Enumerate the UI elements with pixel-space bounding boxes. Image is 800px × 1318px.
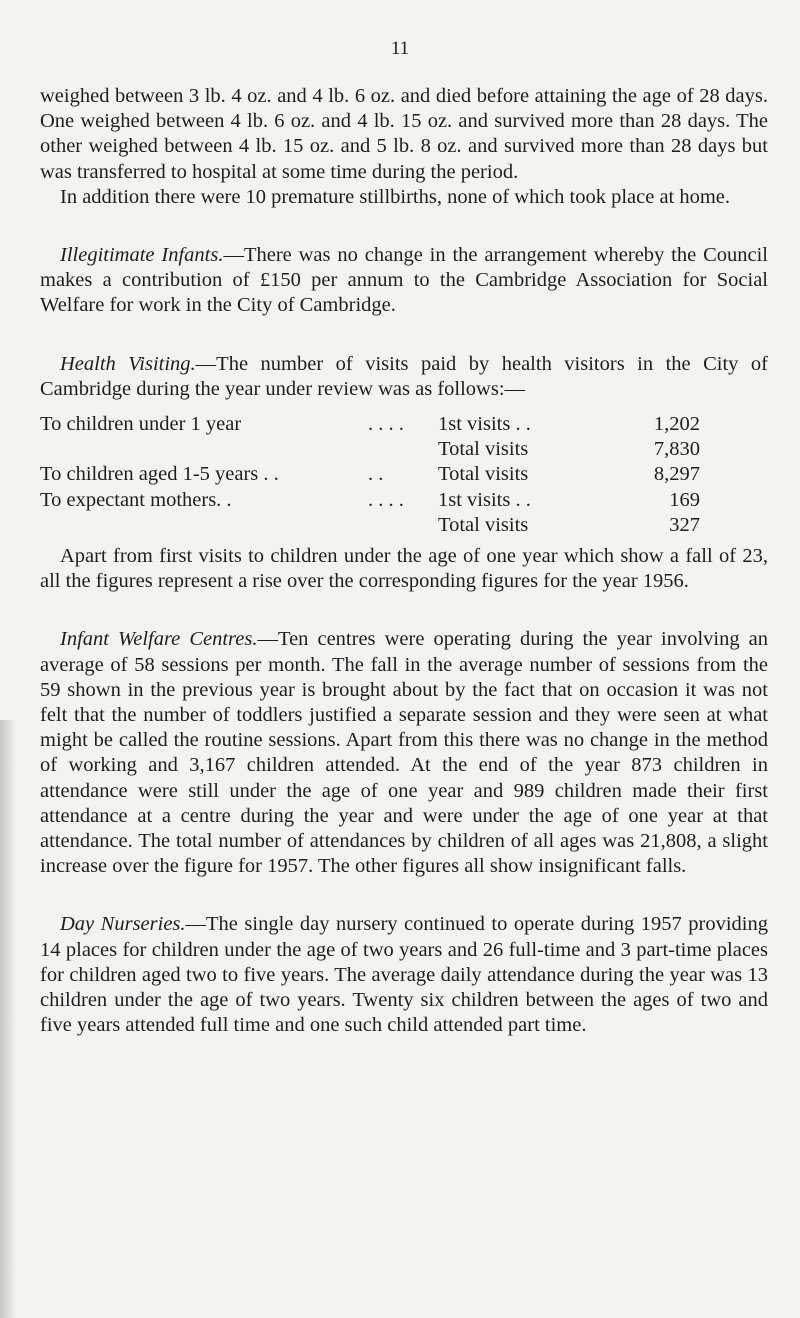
visit-kind: 1st visits . . xyxy=(438,488,531,511)
page-number: 11 xyxy=(390,38,410,59)
visit-category: To children under 1 year xyxy=(40,413,242,436)
day-nurseries-paragraph xyxy=(40,912,768,1038)
leader-dots: . . . . xyxy=(368,413,404,436)
health-visits-table xyxy=(40,412,700,538)
visit-category xyxy=(40,437,368,462)
visit-kind: Total visits xyxy=(438,513,529,536)
illegitimate-infants-paragraph xyxy=(40,243,768,319)
page-edge-shadow xyxy=(0,720,16,1318)
table-row xyxy=(40,513,700,538)
infant-welfare-centres-heading: Infant Welfare Centres. xyxy=(60,628,258,651)
leader-dots xyxy=(368,513,438,538)
visit-kind: Total visits xyxy=(438,463,529,486)
health-visiting-paragraph xyxy=(40,352,768,402)
visit-kind: 1st visits . . xyxy=(438,413,531,436)
document-body xyxy=(40,84,768,1039)
infant-welfare-centres-text: —Ten centres were operating during the year involving an average of 58 sessions per month. The fall in the average number of sessions from the 59 shown in the previous year is brought about by the fact that on occasion it was not felt that the number of toddlers justified a separate session and they were seen at what might be called the routine sessions. Apart from this there was no change in the method of working and 3,167 children attended. At the end of the year 873 children in attendance were still under the age of one year and 989 children made their first attendance at a centre during the year and were under the age of one year at that attendance. The total number of attendances by children of all ages was 21,808, a slight increase over the figure for 1957. The other figures all show insignificant falls. xyxy=(40,628,768,878)
health-visiting-text: —The number of visits paid by health visitors in the City of Cambridge during the year under review was as follows:— xyxy=(40,352,768,400)
leader-dots: . . xyxy=(368,463,384,486)
day-nurseries-text: —The single day nursery continued to operate during 1957 providing 14 places for children under the age of two years and 26 full-time and 3 part-time places for children aged two to five years. The average daily attendance during the year was 13 children under the age of two years. Twenty six children between the ages of two and five years attended full time and one such child attended part time. xyxy=(40,913,768,1037)
leader-dots xyxy=(368,437,438,462)
visit-count: 327 xyxy=(669,513,700,536)
leader-dots: . . . . xyxy=(368,488,404,511)
intro-paragraph-1: weighed between 3 lb. 4 oz. and 4 lb. 6 oz. and died before attaining the age of 28 days. One weighed between 4 lb. 6 oz. and 4 lb. 15 oz. and survived more than 28 days. The other weighed between 4 lb. 15 oz. and 5 lb. 8 oz. and survived more than 28 days but was transferred to hospital at some time during the period. xyxy=(40,85,768,183)
visit-category xyxy=(40,513,368,538)
illegitimate-infants-text: —There was no change in the arrangement whereby the Council makes a contribution of £150 per annum to the Cambridge Association for Social Welfare for work in the City of Cambridge. xyxy=(40,244,768,317)
table-row xyxy=(40,437,700,462)
day-nurseries-heading: Day Nurseries. xyxy=(60,913,186,936)
visit-count: 7,830 xyxy=(653,438,700,461)
visit-count: 8,297 xyxy=(653,463,700,486)
visit-kind: Total visits xyxy=(438,438,529,461)
visit-category: To children aged 1-5 years . . xyxy=(40,463,279,486)
health-visiting-heading: Health Visiting. xyxy=(60,352,196,375)
infant-welfare-centres-paragraph xyxy=(40,627,768,879)
illegitimate-infants-heading: Illegitimate Infants. xyxy=(60,244,224,267)
visit-count: 169 xyxy=(669,488,700,511)
table-row xyxy=(40,412,700,437)
table-row xyxy=(40,488,700,513)
table-row xyxy=(40,462,700,487)
health-visiting-summary: Apart from first visits to children under the age of one year which show a fall of 23, all the figures represent a rise over the corresponding figures for the year 1956. xyxy=(40,545,768,593)
intro-paragraph-2: In addition there were 10 premature stillbirths, none of which took place at home. xyxy=(60,185,731,208)
visit-count: 1,202 xyxy=(653,413,700,436)
visit-category: To expectant mothers. . xyxy=(40,488,232,511)
